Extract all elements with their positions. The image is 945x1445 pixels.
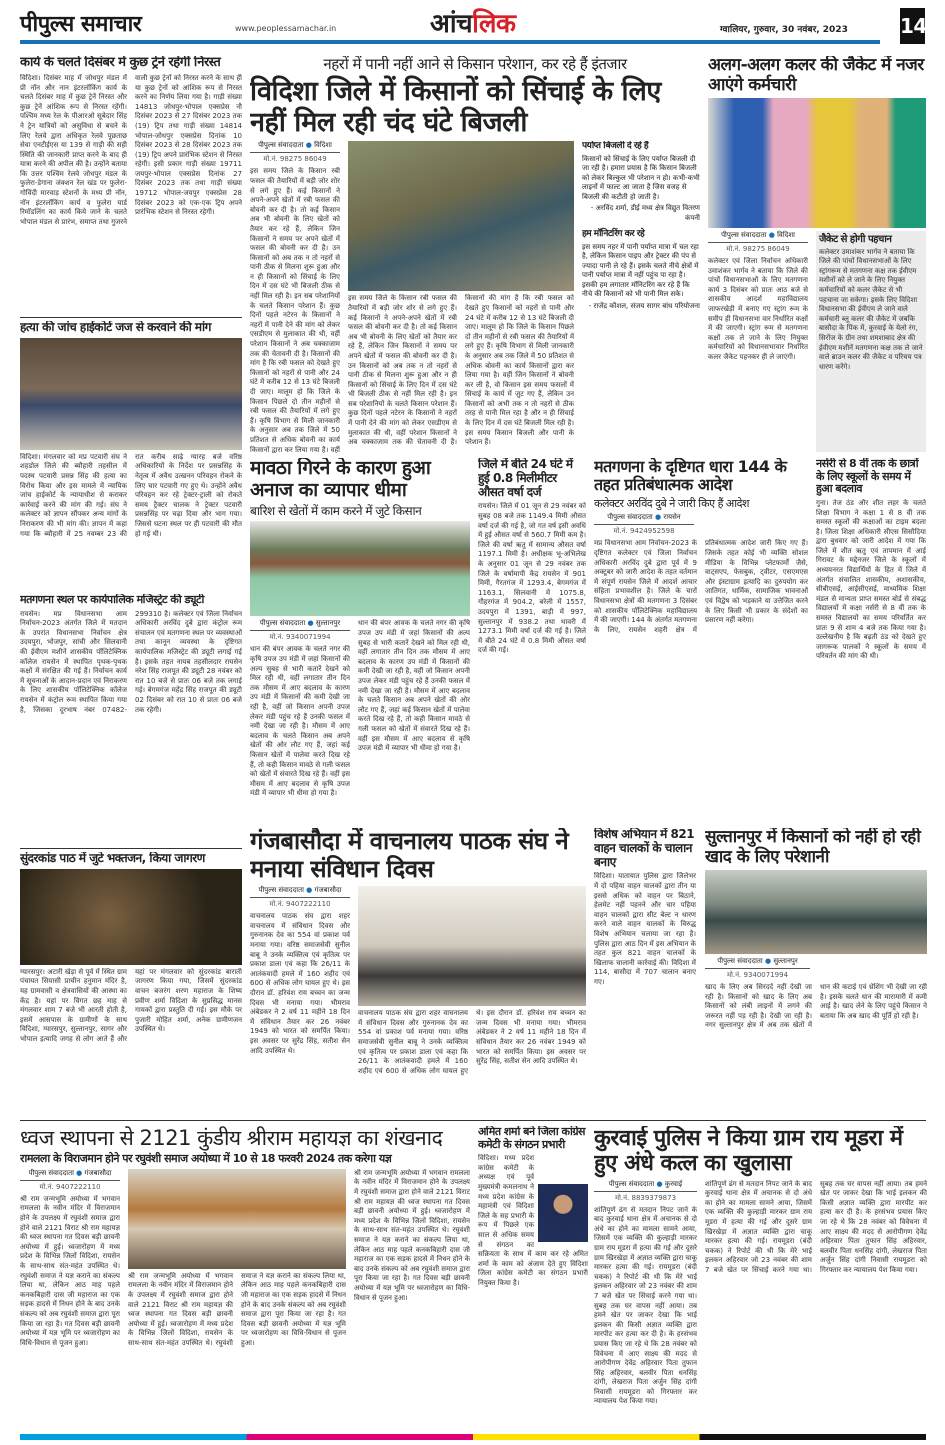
story-kurwai-body-2: शांतिपूर्ण ढंग से मतदान निपट जाने के बाद कुरवाई थाना क्षेत्र में अचानक से दो अंधे का होने का मामला सामने आया, जिसमें एक व्यक्ति की कुल्हाड़ी मारकर ग्राम राय मूडरा में हत्या की गई और दूसरे ग्राम खिरखेड़ा में अज्ञात व्यक्ति द्वारा चाकू मारकर हत्या की गई। रायमूडरा (बंदी चकक) ने रिपोर्ट की थी कि मेरे भाई इलकन अहिरवार जो 23 नवंबर की शाम 7 बजे खेत पर सिंचाई करने गया था। सुबह तक घर वापस नहीं आया। तब हमने खेत पर जाकर देखा कि भाई इलकन की किसी अज्ञात व्यक्ति द्वारा मारपीट कर हत्या कर दी है। के हरसंभव प्रयास किए जा रहे थे कि 28 नवंबर को विवेचना में आए साक्ष्य की मदद से आरोपीगण देवेंद्र अहिरवार पिता तुफान सिंह अहिरवार, बलवीर पिता धनसिंह दांगी, लेखराज पिता अर्जुन सिंह दांगी निवासी रायमूडरा को गिरफ्तार कर न्यायालय पेश किया गया।	[705, 1179, 927, 1274]
story-challan-body: विदिशा। यातायात पुलिस द्वारा जिलेभर में दो पहिया वाहन चालकों द्वारा तीन या इससे अधिक को वाहन पर बिठाने, हेलमेट नहीं पहनने और चार पहिया वाहन चालकों द्वारा सीट बेल्ट न धारण करने वाले वाहन चालकों के विरुद्ध विशेष अभियान चलाया जा रहा है। पुलिस द्वारा आठ दिन में इस अभियान के तहत कुल 821 वाहन चालकों के खिलाफ चालानी कार्रवाई की। विदिशा में 114, बासौदा में 707 चालान बनाए गए।	[594, 872, 696, 986]
divider	[20, 848, 242, 849]
story-fertilizer-body: खाद के लिए अब सिरदर्द नहीं देखी जा रही है। किसानों को खाद के लिए अब किसानों को लंबी लाइनों में लगने की जरूरत नहीं पड़ रही है। देखी जा रही है। नगर सुल्तानपुर क्षेत्र में अब तक खेतों में धान की कटाई एवं थ्रेशिंग भी देखी जा रही है। इसके चलते धान की मारामारी में कमी आई है। खाद लेने के लिए पहुंचे किसान ने बताया कि अब खाद की पूर्ति हो रही है।	[705, 983, 927, 1030]
story-mawtha	[250, 458, 470, 822]
byline-place: कुरवाई	[664, 1179, 683, 1188]
photo-covered-grain	[250, 521, 470, 616]
divider	[20, 1120, 926, 1121]
newspaper-logo[interactable]: पीपुल्स समाचार	[20, 12, 142, 37]
headline-trains: कार्य के चलते दिसंबर में कुछ ट्रेनें रहेंगीं निरस्त	[20, 56, 221, 70]
section-title-b: लिक	[472, 9, 516, 39]
byline-place: गंजबासौदा	[314, 886, 342, 895]
headline-irrigation: विदिशा जिले में किसानों को सिंचाई के लिए नहीं मिल रही चंद घंटे बिजली	[250, 76, 661, 139]
kicker-irrigation: नहरों में पानी नहीं आने से किसान परेशान, कर रहे हैं इंतजार	[323, 56, 627, 73]
section-title-a: आंच	[430, 9, 473, 39]
byline-phone: मो.नं. 9340071994	[269, 633, 331, 642]
story-yagya	[20, 1126, 470, 1428]
byline-reporter: पीपुल्स संवाददाता	[717, 957, 763, 966]
byline-reporter: पीपुल्स संवाददाता	[608, 1179, 655, 1188]
website-url[interactable]: www.peoplessamachar.in	[235, 24, 337, 33]
headline-rain: जिले में बीते 24 घंटे में हुई 0.8 मिलीमीटर औसत वर्षा दर्ज	[478, 458, 573, 499]
story-mawtha-body-2: धान की बंपर आवक के चलते नगर की कृषि उपज उप मंडी में जहां किसानों की अल्प सुबह से भारी कतारें देखने को मिल रही थी, वहीं लगातार तीन दिन तक मौसम में आए बदलाव के कारण उप मंडी में किसानों की कमी देखी जा रही है, वहीं जो किसान अपनी उपज लेकर मंडी पहुंच रहे हैं उनकी फसल में नमी देखा जा रही है। मौसम में आए बदलाव के चलते किसान अब अपने खेतों की ओर लौट गए हैं, जहां कई किसान खेतों में पालेवा करते दिख रहे हैं, तो कही किसान मावठे से गली फसल को खेतों में संवारते दिख रहे हैं। वहीं इस मौसम में आए बदलाव से कृषि उपज मंडी में व्यापार भी धीमा हो गया है।	[358, 619, 470, 753]
photo-sunderkand	[20, 869, 242, 965]
byline-jacket: पीपुल्स संवाददाता ● विदिशा मो.नं. 98275 86049	[708, 231, 808, 257]
byline-reporter: पीपुल्स संवाददाता	[721, 231, 767, 240]
jacket-info-box	[816, 231, 926, 452]
dateline: ग्वालियर, गुरुवार, 30 नवंबर, 2023	[720, 25, 848, 35]
byline-phone: मो.नं. 9340071994	[726, 971, 789, 980]
byline-place: विदिशा	[314, 141, 332, 150]
headline-library: गंजबासौदा में वाचनालय पाठक संघ ने मनाया संविधान दिवस	[250, 828, 569, 883]
byline-reporter: पीपुल्स संवाददाता	[259, 619, 306, 628]
story-fertilizer	[705, 828, 927, 1114]
story-library-body-2: वाचनालय पाठक संघ द्वारा शहर वाचनालय में संविधान दिवस और गुरुनानक देव का 554 वां प्रकाश पर्व मनाया गया। वरिष्ठ समाजसेवी सुनील बाबू ने उनके व्यक्तित्व एवं कृतित्व पर प्रकाश डाला एवं कहा कि 26/11 के आतंकवादी हमले में 160 शहीद एवं 600 से अधिक लोग घायल हुए थे। इस दौरान डॉ. हरिवंश राय बच्चन का जन्म दिवस भी मनाया गया। भीमराव अंबेडकर ने 2 वर्ष 11 महीने 18 दिन में संविधान तैयार कर 26 नवंबर 1949 को भारत को समर्पित किया। इस अवसर पर सुरेंद्र सिंह, सतीश सेन आदि उपस्थित थे।	[358, 1009, 586, 1075]
story-amit-body: विदिशा। मध्य प्रदेश कांग्रेस कमेटी के अध्यक्ष एवं पूर्व मुख्यमंत्री कमलनाथ ने मध्य प्रदेश कांग्रेस के महामंत्री एवं विदिशा जिले के सह प्रभारी के रूप में पिछले एक साल से अधिक समय से संगठन का सक्रियता के साथ में काम कर रहे अमित शर्मा के काम को अंजाम देते हुए विदिशा जिला कांग्रेस कमेटी का संगठन प्रभारी नियुक्त किया है।	[478, 1154, 588, 1287]
headline-fertilizer: सुल्तानपुर में किसानों को नहीं हो रही खाद के लिए परेशानी	[705, 828, 921, 867]
byline-fertilizer: पीपुल्स संवाददाता ● सुल्तानपुर मो.नं. 9340071994	[705, 957, 810, 983]
kicker-mawtha: बारिश से खेतों में काम करने में जुटे किसान	[250, 503, 422, 518]
byline-place: सुल्तानपुर	[315, 619, 341, 628]
headline-section-144: मतगणना के दृष्टिगत धारा 144 के तहत प्रतिबंधात्मक आदेश	[594, 458, 787, 495]
quote-attribution: - अरविंद शर्मा, डीई मध्य क्षेत्र विद्युत वितरण कंपनी	[590, 204, 700, 222]
byline-reporter: पीपुल्स संवाददाता	[28, 1168, 74, 1177]
story-yagya-body-2: श्री राम जन्मभूमि अयोध्या में भगवान रामलला के नवीन मंदिर में विराजमान होने के उपलक्ष्य में रघुवंशी समाज द्वारा होने वाले 2121 विराट श्री राम महायज्ञ की ध्वज स्थापना गत दिवस बड़ी छावनी अयोध्या में हुई। ध्वजारोहण में मध्य प्रदेश के विभिन्न जिलों विदिशा, रायसेन के साथ-साथ संत-महंत उपस्थित थे। रघुवंशी समाज ने यज्ञ कराने का संकल्प लिया था, लेकिन आठ माह पहले कनकबिहारी दास जी महाराज का एक सड़क हादसे में निधन होने के बाद उनके संकल्प को अब रघुवंशी समाज द्वारा पूरा किया जा रहा है। गत दिवस बड़ी छावनी अयोध्या में यज्ञ भूमि पर ध्वजारोहण का विधि-विधान से पूजन हुआ।	[128, 1271, 346, 1347]
story-amit-sharma	[478, 1126, 588, 1428]
quote-project: इस समय नहर में पानी पर्याप्त मात्रा में चल रहा है, लेकिन किसान पाइप और ट्रेक्टर की पंप से ज्यादा पानी ले रहे हैं। इसके चलते नीचे क्षेत्रों में पानी पर्याप्त मात्रा में नहीं पहुंच पा रहा है। इसकी हम लगातार मॉनिटरिंग कर रहे हैं कि नीचे की किसानों को भी पानी मिल सके।	[582, 242, 699, 299]
story-irrigation-body-2: इस समय जिले के किसान रबी फसल की तैयारियों में बड़ी जोर शोर से लगे हुए हैं। कई किसानों ने अपने-अपने खेतों में रबी फसल की बोवनी कर दी है। तो कई किसान अब भी बोवनी के लिए खेतों को तैयार कर रहे हैं, लेकिन जिन किसानों ने समय पर अपने खेतों में फसल की बोवनी कर दी है। उन किसानों को अब तक न तो नहरों से पानी ठीक से मिलना शुरू हुआ और न ही किसानों को सिंचाई के लिए दिन में दस घंटे भी बिजली ठीक से नहीं मिल रही है। इन सब परेशानियों के चलते किसान परेशान हैं। कुछ दिनों पहले नटेरन के किसानों ने नहरों में पानी देने की मांग को लेकर एसडीएम से मुलाकात की थी, वहीं परेशान किसानों ने अब चक्काजाम तक की चेतावनी दी है। किसानों की मांग है कि रबी फसल को देखते हुए किसानों को नहरों से पानी और 24 घंटे में करीब 12 से 13 घंटे बिजली दी जाए। मालूम हो कि जिले के किसान पिछले दो तीन महीनों से रबी फसल की तैयारियों में लगे हुए हैं। कृषि विभाग से मिली जानकारी के अनुसार अब तक जिले में 50 प्रतिशत से अधिक बोवनी का कार्य किसानों द्वारा कर लिया गया है। वहीं जिन किसानों ने बोवनी कर ली है, वो किसान इस समय फसलों में सिंचाई के कार्य में जुट गए हैं, लेकिन उन किसानों को अभी तक न तो नहरों से ठीक तरह से पानी मिल रहा है और न ही सिंचाई के लिए दिन में दस घंटे बिजली मिल रही है। इस समय किसान बिजली और पानी के परेशान हैं।	[348, 294, 574, 447]
story-trains-body: विदिशा। दिसंबर माह में जोधपुर मंडल में प्री नॉन और नान इंटरलॉकिंग कार्य के चलते दिसंबर माह में कुछ ट्रेनें निरस्त और कुछ ट्रेनें आंशिक रूप से निरस्त रहेंगी। पश्चिम मध्य रेल के पीआरओ सूबेदार सिंह ने ट्रेन यात्रियों को असुविधा से बचने के लिए रेलवे द्वारा अधिकृत रेलवे पूछताछ सेवा एनटीईएस या 139 से गाड़ी की सही स्थिति की जानकारी प्राप्त करने के बाद ही यात्रा करने की अपील की है। उन्होंने बताया कि उत्तर पश्चिम रेलवे जोधपुर मंडल के फुलेरा-डेगाना जंक्शन रेल खंड पर फुलेरा-गोविंदी मारवाड़ स्टेशनों के मध्य प्री नॉन, नॉन इंटरलॉकिंग कार्य व फुलेरा यार्ड रिमॉडलिंग का कार्य किये जाने के चलते भोपाल मंडल से प्रारंभ, समाप्त तथा गुजरने वाली कुछ ट्रेनों को निरस्त करने के साथ ही या कुछ ट्रेनों को आंशिक रूप से निरस्त करने का निर्णय लिया गया है। गाड़ी संख्या 14813 जोधपुर-भोपाल एक्सप्रेस नौ दिसंबर 2023 से 27 दिसंबर 2023 तक (19) ट्रिप तथा गाड़ी संख्या 14814 भोपाल-जोधपुर एक्सप्रेस दिनांक 10 दिसंबर 2023 से 28 दिसंबर 2023 तक (19) ट्रिप अपने प्रारंभिक स्टेशन से निरस्त रहेगी। इसी प्रकार गाड़ी संख्या 19711 जयपुर-भोपाल एक्सप्रेस दिनांक 27 दिसंबर 2023 तक तथा गाड़ी संख्या 19712 भोपाल-जयपुर एक्सप्रेस 28 दिसंबर 2023 को एक-एक ट्रिप अपने प्रारंभिक स्टेशन से निरस्त रहेगी।	[20, 73, 242, 226]
byline-reporter: पीपुल्स संवाददाता	[607, 513, 653, 522]
headline-amit-sharma: अमित शर्मा बने जिला कांग्रेस कमेटी के संगठन प्रभारी	[478, 1126, 585, 1151]
byline-place: रायसेन	[663, 513, 681, 522]
byline-place: गंजबासौदा	[84, 1168, 112, 1177]
story-jacket	[708, 56, 926, 452]
byline-place: विदिशा	[777, 231, 795, 240]
info-box-title: जैकेट से होगी पहचान	[819, 234, 892, 246]
byline-phone: मो.नं. 98275 86049	[726, 245, 790, 254]
headline-jacket: अलग-अलग कलर की जैकेट में नजर आएंगे कर्मचारी	[708, 56, 924, 95]
page-number: 14	[900, 8, 925, 44]
story-library-body-1: वाचनालय पाठक संघ द्वारा शहर वाचनालय में संविधान दिवस और गुरुनानक देव का 554 वां प्रकाश पर्व मनाया गया। वरिष्ठ समाजसेवी सुनील बाबू ने उनके व्यक्तित्व एवं कृतित्व पर प्रकाश डाला एवं कहा कि 26/11 के आतंकवादी हमले में 160 शहीद एवं 600 से अधिक लोग घायल हुए थे। इस दौरान डॉ. हरिवंश राय बच्चन का जन्म दिवस भी मनाया गया। भीमराव अंबेडकर ने 2 वर्ष 11 महीने 18 दिन में संविधान तैयार कर 26 नवंबर 1949 को भारत को समर्पित किया। इस अवसर पर सुरेंद्र सिंह, सतीश सेन आदि उपस्थित थे।	[250, 912, 350, 1055]
byline-irrigation: पीपुल्स संवाददाता ● विदिशा मो.नं. 98275 86049	[250, 141, 340, 167]
kicker-yagya: रामलला के विराजमान होने पर रघुवंशी समाज अयोध्या में 10 से 18 फरवरी 2024 तक करेगा यज्ञ	[20, 1152, 392, 1166]
kicker-section-144: कलेक्टर अरविंद दुबे ने जारी किए हैं आदेश	[594, 496, 749, 510]
quote-attribution-2: - राजेंद्र कौशल, संजय सागर बांध परियोजना	[588, 301, 700, 310]
headline-nursery: नर्सरी से 8 वीं तक के छात्रों के लिए स्कूलों के समय में हुआ बदलाव	[816, 458, 919, 496]
print-color-bar	[20, 1434, 926, 1440]
story-irrigation-body-1: इस समय जिले के किसान रबी फसल की तैयारियों में बड़ी जोर शोर से लगे हुए हैं। कई किसानों ने अपने-अपने खेतों में रबी फसल की बोवनी कर दी है। तो कई किसान अब भी बोवनी के लिए खेतों को तैयार कर रहे हैं, लेकिन जिन किसानों ने समय पर अपने खेतों में फसल की बोवनी कर दी है। उन किसानों को अब तक न तो नहरों से पानी ठीक से मिलना शुरू हुआ और न ही किसानों को सिंचाई के लिए दिन में दस घंटे भी बिजली ठीक से नहीं मिल रही है। इन सब परेशानियों के चलते किसान परेशान हैं। कुछ दिनों पहले नटेरन के किसानों ने नहरों में पानी देने की मांग को लेकर एसडीएम से मुलाकात की थी, वहीं परेशान किसानों ने अब चक्काजाम तक की चेतावनी दी है। किसानों की मांग है कि रबी फसल को देखते हुए किसानों को नहरों से पानी और 24 घंटे में करीब 12 से 13 घंटे बिजली दी जाए। मालूम हो कि जिले के किसान पिछले दो तीन महीनों से रबी फसल की तैयारियों में लगे हुए हैं। कृषि विभाग से मिली जानकारी के अनुसार अब तक जिले में 50 प्रतिशत से अधिक बोवनी का कार्य किसानों द्वारा कर लिया गया है। वहीं	[250, 167, 340, 454]
story-murder-probe-body: विदिशा। मंगलवार को मप्र पटवारी संघ ने शहडोल जिले की ब्यौहारी तहसील में पदस्थ पटवारी प्रसन्न सिंह की हत्या का विरोध किया और इस मामले में न्यायिक जांच हाईकोर्ट के न्यायाधीश से कराकर कार्रवाई करने की मांग की गई। संघ ने कलेक्टर को ज्ञापन सौंपकर अन्य मांगों के निराकरण की भी मांग की। ज्ञापन में कहा गया कि ब्यौहारी में 25 नवम्बर 23 की रात करीब साढ़े ग्यारह बजे वरिष्ठ अधिकारियों के निर्देश पर प्रसन्नसिंह के नेतृत्व में अवैध उत्खनन परिवहन रोकने के लिए चार पटवारी गए हुए थे। उन्होंने अवैध परिवहन कर रहे ट्रेक्टर-ट्राली को रोकते समय ट्रैक्टर चालक ने ट्रेक्टर पटवारी प्रसन्नसिंह पर चढ़ा दिया और भाग गया। जिससे घटना स्थल पर ही पटवारी की मौत हो गई थी।	[20, 452, 242, 538]
photo-patwari-protest	[20, 338, 242, 450]
photo-color-jackets	[708, 98, 926, 228]
story-rain-body: रायसेन। जिले में 01 जून से 29 नवंबर को सुबह 08 बजे तक 1149.4 मिमी औसत वर्षा दर्ज की गई है, जो गत वर्ष इसी अवधि में हुई औसत वर्षा से 560.7 मिमी कम है। जिले की वर्षा ऋतु में सामान्य औसत वर्षा 1197.1 मिमी है। अधीक्षक भू-अभिलेख के अनुसार 01 जून से 29 नवंबर तक जिले के वर्षामापी केंद्र रायसेन में 901 मिमी, गैरतगंज में 1293.4, बेगमगंज में 1163.1, सिलवानी में 1075.8, गौहरगंज में 904.2, बरेली में 1557, उदयपुरा में 1391, बाड़ी में 997, सुल्तानपुर में 938.2 तथा थावरी में 1273.1 मिमी वर्षा दर्ज की गई है। जिले में बीते 24 घंटे में 0.8 मिमी औसत वर्षा दर्ज की गई।	[478, 502, 586, 655]
masthead-rule	[20, 40, 880, 44]
story-trains	[20, 56, 242, 314]
irrigation-sidebar	[582, 141, 700, 454]
story-amit-container	[478, 1154, 588, 1428]
divider	[20, 317, 242, 318]
headline-sunderkand: सुंदरकांड पाठ में जुटे भक्तजन, किया जागरण	[20, 852, 205, 865]
story-magistrate-body: रायसेन। मप्र विधानसभा आम निर्वाचन-2023 अंतर्गत जिले में मतदान के उपरांत विधानसभा निर्वाचन क्षेत्र उदयपुरा, भोजपुर, सांची और सिलवानी की ईवीएम मशीनें शासकीय पॉलिटेक्निक कॉलेज रायसेन में स्थापित पृथक-पृथक कक्षों में संरक्षित की गई हैं। निर्वाचन कार्य में सूचनाओं के आदान-प्रदान एवं निराकरण के लिए शासकीय पॉलिटेक्निक कॉलेज रायसेन में कंट्रोल रूम स्थापित किया गया है, जिसका दूरभाष नंबर 07482-299310 है। कलेक्टर एवं जिला निर्वाचन अधिकारी अरविंद दुबे द्वारा कंट्रोल रूम संचालन एवं मतगणना स्थल पर व्यवस्थाओं तथा कानून व्यवस्था के दृष्टिगत कार्यपालिक मजिस्ट्रेट की ड्यूटी लगाई गई है। इसके तहत नायब तहसीलदार रायसेन नरेश सिंह राजपूत की ड्यूटी 28 नवंबर को रात 10 बजे से प्रातः 06 बजे तक लगाई गई। बेगमगंज महेंद्र सिंह राजपूत की ड्यूटी 02 दिसंबर को रात 10 से प्रातः 06 बजे तक रहेगी।	[20, 609, 242, 714]
sidebar-heading-2: हम मॉनिटरिंग कर रहे	[582, 229, 645, 240]
byline-reporter: पीपुल्स संवाददाता	[258, 141, 304, 150]
byline-reporter: पीपुल्स संवाददाता	[258, 886, 304, 895]
story-yagya-body-3: श्री राम जन्मभूमि अयोध्या में भगवान रामलला के नवीन मंदिर में विराजमान होने के उपलक्ष्य में रघुवंशी समाज द्वारा होने वाले 2121 विराट श्री राम महायज्ञ की ध्वज स्थापना गत दिवस बड़ी छावनी अयोध्या में हुई। ध्वजारोहण में मध्य प्रदेश के विभिन्न जिलों विदिशा, रायसेन के साथ-साथ संत-महंत उपस्थित थे। रघुवंशी समाज ने यज्ञ कराने का संकल्प लिया था, लेकिन आठ माह पहले कनकबिहारी दास जी महाराज का एक सड़क हादसे में निधन होने के बाद उनके संकल्प को अब रघुवंशी समाज द्वारा पूरा किया जा रहा है। गत दिवस बड़ी छावनी अयोध्या में यज्ञ भूमि पर ध्वजारोहण का विधि-विधान से पूजन हुआ।	[354, 1168, 470, 1302]
story-jacket-body: कलेक्टर एवं जिला निर्वाचन अधिकारी उमाशंकर भार्गव ने बताया कि जिले की पांचों विधानसभाओं के लिए मतगणना कार्य 3 दिसंबर को प्रातः आठ बजे से शासकीय आदर्श महाविद्यालय जाफरखेड़ी में बनाए गए स्ट्रांग रूम के समीप ही विधानसभा वार निर्धारित कक्षों में की जाएगी। स्ट्रांग रूम से मतगणना कक्षों तक ले जाने के लिए नियुक्त कर्मचारियों को विधानसभावार निर्धारित कलर जैकेट पहनकर ही ले जाएंगी।	[708, 257, 808, 362]
byline-phone: मो.नं. 98275 86049	[263, 155, 327, 164]
headline-magistrate: मतगणना स्थल पर कार्यपालिक मजिस्ट्रेट की ड्यूटी	[20, 594, 204, 606]
section-title	[430, 10, 515, 40]
byline-phone: मो.नं. 9407222110	[39, 1182, 101, 1191]
story-nursery-body: गुना। तेज ठंड और शीत लहर के चलते शिक्षा विभाग ने कक्षा 1 से 8 वीं तक समस्त स्कूलों की कक्षाओं का टाइम बदला है। जिला शिक्षा अधिकारी सीएस सिसौदिया द्वारा बुधवार को जारी आदेश में गया कि जिले में शीत ऋतु एवं तापमान में आई गिरावट के मद्देनजर जिले के स्कूलों में अध्ययनरत विद्यार्थियों के हित में जिले में अंतर्गत संचालित शासकीय, अशासकीय, सीबीएसई, आईसीएसई, माध्यमिक शिक्षा मंडल से मान्यता प्राप्त समस्त बोर्ड से संबद्ध विद्यालयों में कक्षा नर्सरी से 8 वीं तक के समस्त विद्यालयों का समय परिवर्तित कर प्रातः 9 से शाम 4 बजे तक किया गया है। उल्लेखनीय है कि बढ़ती ठंड को देखते हुए जागरूक पालकों ने स्कूलों के समय में परिवर्तन की मांग की थी।	[816, 498, 926, 661]
headline-yagya: ध्वज स्थापना से 2121 कुंडीय श्रीराम महायज्ञ का शंखनाद	[20, 1126, 443, 1150]
photo-yagya-ceremony	[128, 1169, 346, 1269]
info-box-body: कलेक्टर उमाशंकर भार्गव ने बताया कि जिले की पांचों विधानसभाओं के लिए स्ट्रांगरूम से मतगणना कक्ष तक ईवीएम मशीनों को ले जाने के लिए नियुक्त कर्मचारियों को कलर जैकेट से भी पहचाना जा सकेगा। इसके लिए विदिशा विधानसभा की ईवीएम ले जाने वाले कर्मचारी ब्लू कलर की जैकेट में जबकि बासौदा के पिंक में, कुरवाई के येलो रंग, सिरोंज के ग्रीन तथा शमशाबाद क्षेत्र की ईवीएम मशीनें मतगणना कक्ष तक ले जाने वाले ब्राउन कलर की जैकेट व परिचय पत्र धारण करेंगे।	[819, 247, 923, 371]
photo-fertilizer-queue	[705, 870, 927, 954]
sidebar-heading: पर्याप्त बिजली दे रहे हैं	[582, 141, 649, 152]
story-yagya-body-1: श्री राम जन्मभूमि अयोध्या में भगवान रामलला के नवीन मंदिर में विराजमान होने के उपलक्ष्य में रघुवंशी समाज द्वारा होने वाले 2121 विराट श्री राम महायज्ञ की ध्वज स्थापना गत दिवस बड़ी छावनी अयोध्या में हुई। ध्वजारोहण में मध्य प्रदेश के विभिन्न जिलों विदिशा, रायसेन के साथ-साथ संत-महंत उपस्थित थे। रघुवंशी समाज ने यज्ञ कराने का संकल्प लिया था, लेकिन आठ माह पहले कनकबिहारी दास जी महाराज का एक सड़क हादसे में निधन होने के बाद उनके संकल्प को अब रघुवंशी समाज द्वारा पूरा किया जा रहा है। गत दिवस बड़ी छावनी अयोध्या में यज्ञ भूमि पर ध्वजारोहण का विधि-विधान से पूजन हुआ।	[20, 1194, 120, 1347]
story-section-144-body: मप्र विधानसभा आम निर्वाचन-2023 के दृष्टिगत कलेक्टर एवं जिला निर्वाचन अधिकारी अरविंद दुबे द्वारा पूर्व में 9 अक्टूबर को जारी आदेश के तहत वर्तमान में संपूर्ण रायसेन जिले में आदर्श आचार संहिता प्रभावशील है। जिले के चारों विधानसभा क्षेत्रों की मतगणना 3 दिसंबर को शासकीय पॉलिटेक्निक महाविद्यालय में की जाएगी। 144 के अंतर्गत मतगणना के लिए, रायसेन शहरी क्षेत्र में प्रतिबंधात्मक आदेश जारी किए गए हैं। जिसके तहत कोई भी व्यक्ति सोशल मीडिया के विभिन्न प्लेटफार्मों जैसे, वाट्सएप, फेसबुक, ट्वीटर, एसएमएस और इंस्टाग्राम इत्यादि का दुरुपयोग कर जातिगत, धार्मिक, सामाजिक भावनाओं एवं विद्वेष को भड़काने या उत्तेजित करने के लिए किसी भी प्रकार के संदेशों का प्रसारण नहीं करेगा।	[594, 539, 808, 634]
byline-mawtha: पीपुल्स संवाददाता ● सुल्तानपुर मो.नं. 9340071994	[250, 619, 350, 645]
byline-yagya: पीपुल्स संवाददाता ● गंजबासौदा मो.नं. 9407222110	[20, 1169, 120, 1195]
byline-section-144: पीपुल्स संवाददाता ● रायसेन मो.नं. 9424952598	[594, 513, 694, 539]
byline-library: पीपुल्स संवाददाता ● गंजबासौदा मो.नं. 9407222110	[250, 886, 350, 912]
headline-kurwai: कुरवाई पुलिस ने किया ग्राम राय मूडरा में हुए अंधे कत्ल का खुलासा	[594, 1126, 903, 1177]
byline-place: सुल्तानपुर	[773, 957, 798, 966]
story-sunderkand	[20, 852, 242, 1112]
story-murder-probe	[20, 321, 242, 591]
story-irrigation	[250, 56, 700, 454]
story-library	[250, 828, 586, 1114]
story-mawtha-body-1: धान की बंपर आवक के चलते नगर की कृषि उपज उप मंडी में जहां किसानों की अल्प सुबह से भारी कतारें देखने को मिल रही थी, वहीं लगातार तीन दिन तक मौसम में आए बदलाव के कारण उप मंडी में किसानों की कमी देखी जा रही है, वहीं जो किसान अपनी उपज लेकर मंडी पहुंच रहे हैं उनकी फसल में नमी देखा जा रही है। मौसम में आए बदलाव के चलते किसान अब अपने खेतों की ओर लौट गए हैं, जहां कई किसान खेतों में पालेवा करते दिख रहे हैं, तो कही किसान मावठे से गली फसल को खेतों में संवारते दिख रहे हैं। वहीं इस मौसम में आए बदलाव से कृषि उपज मंडी में व्यापार भी धीमा हो गया है।	[250, 645, 350, 798]
headline-mawtha: मावठा गिरने के कारण हुआ अनाज का व्यापार धीमा	[250, 458, 431, 501]
headline-murder-probe: हत्या की जांच हाईकोर्ट जज से करवाने की मांग	[20, 321, 211, 334]
byline-phone: मो.नं. 9407222110	[269, 900, 331, 909]
quote-de: किसानों को सिंचाई के लिए पर्याप्त बिजली दी जा रही है। हमारा प्रयास है कि किसान बिजली को लेकर बिल्कुल भी परेशान न हो। कभी-कभी लाइनों में फाल्ट आ जाता है जिस वजह से बिजली की कटौती हो जाती है।	[582, 154, 700, 201]
story-rain	[478, 458, 586, 822]
story-nursery	[816, 458, 926, 822]
story-challan	[594, 828, 696, 1114]
byline-phone: मो.नं. 8839379873	[614, 1193, 677, 1202]
story-kurwai-body-1: शांतिपूर्ण ढंग से मतदान निपट जाने के बाद कुरवाई थाना क्षेत्र में अचानक से दो अंधे का होने का मामला सामने आया, जिसमें एक व्यक्ति की कुल्हाड़ी मारकर ग्राम राय मूडरा में हत्या की गई और दूसरे ग्राम खिरखेड़ा में अज्ञात व्यक्ति द्वारा चाकू मारकर हत्या की गई। रायमूडरा (बंदी चकक) ने रिपोर्ट की थी कि मेरे भाई इलकन अहिरवार जो 23 नवंबर की शाम 7 बजे खेत पर सिंचाई करने गया था। सुबह तक घर वापस नहीं आया। तब हमने खेत पर जाकर देखा कि भाई इलकन की किसी अज्ञात व्यक्ति द्वारा मारपीट कर हत्या कर दी है। के हरसंभव प्रयास किए जा रहे थे कि 28 नवंबर को विवेचना में आए साक्ष्य की मदद से आरोपीगण देवेंद्र अहिरवार पिता तुफान सिंह अहिरवार, बलवीर पिता धनसिंह दांगी, लेखराज पिता अर्जुन सिंह दांगी निवासी रायमूडरा को गिरफ्तार कर न्यायालय पेश किया गया।	[594, 1205, 697, 1406]
story-sunderkand-body: ग्यारसपुर। अटारी खेड़ा से पूर्व में स्थित ग्राम पंचायत सियासी प्राचीन हनुमान मंदिर है, यह ग्रामवासी व क्षेत्रवासियों की आस्था का केंद्र है। यहां पर विगत छह माह से मंगलवार शाम 7 बजे भी आरती होती है, इसमें आसपास के ग्रामीणों के साथ विदिशा, ग्यारसपुर, सुल्तानपुर, सागर और भोपाल इत्यादि जगह से लोग आते हैं और यहां पर मंगलवार को सुंदरकांड बाराती जागरण किया गया, जिसमें सुंदरकांड वाचन बजरंग शरण महाराज के शिष्य प्रवीण शर्मा विदिशा के सुप्रसिद्ध मानस गायकों द्वारा प्रस्तुति दी गई। इस मौके पर पुजारी मोहित शर्मा, अनेक ग्रामीणजन उपस्थित थे।	[20, 967, 242, 1043]
headline-challan: विशेष अभियान में 821 वाहन चालकों के चालान बनाए	[594, 828, 695, 869]
photo-canal	[348, 141, 574, 291]
story-kurwai	[594, 1126, 927, 1428]
byline-phone: मो.नं. 9424952598	[613, 527, 675, 536]
story-magistrate	[20, 594, 242, 844]
photo-amit-sharma	[538, 1184, 588, 1242]
story-section-144	[594, 458, 808, 822]
photo-library-event	[358, 886, 586, 1006]
byline-kurwai: पीपुल्स संवाददाता ● कुरवाई मो.नं. 8839379873	[594, 1180, 697, 1206]
